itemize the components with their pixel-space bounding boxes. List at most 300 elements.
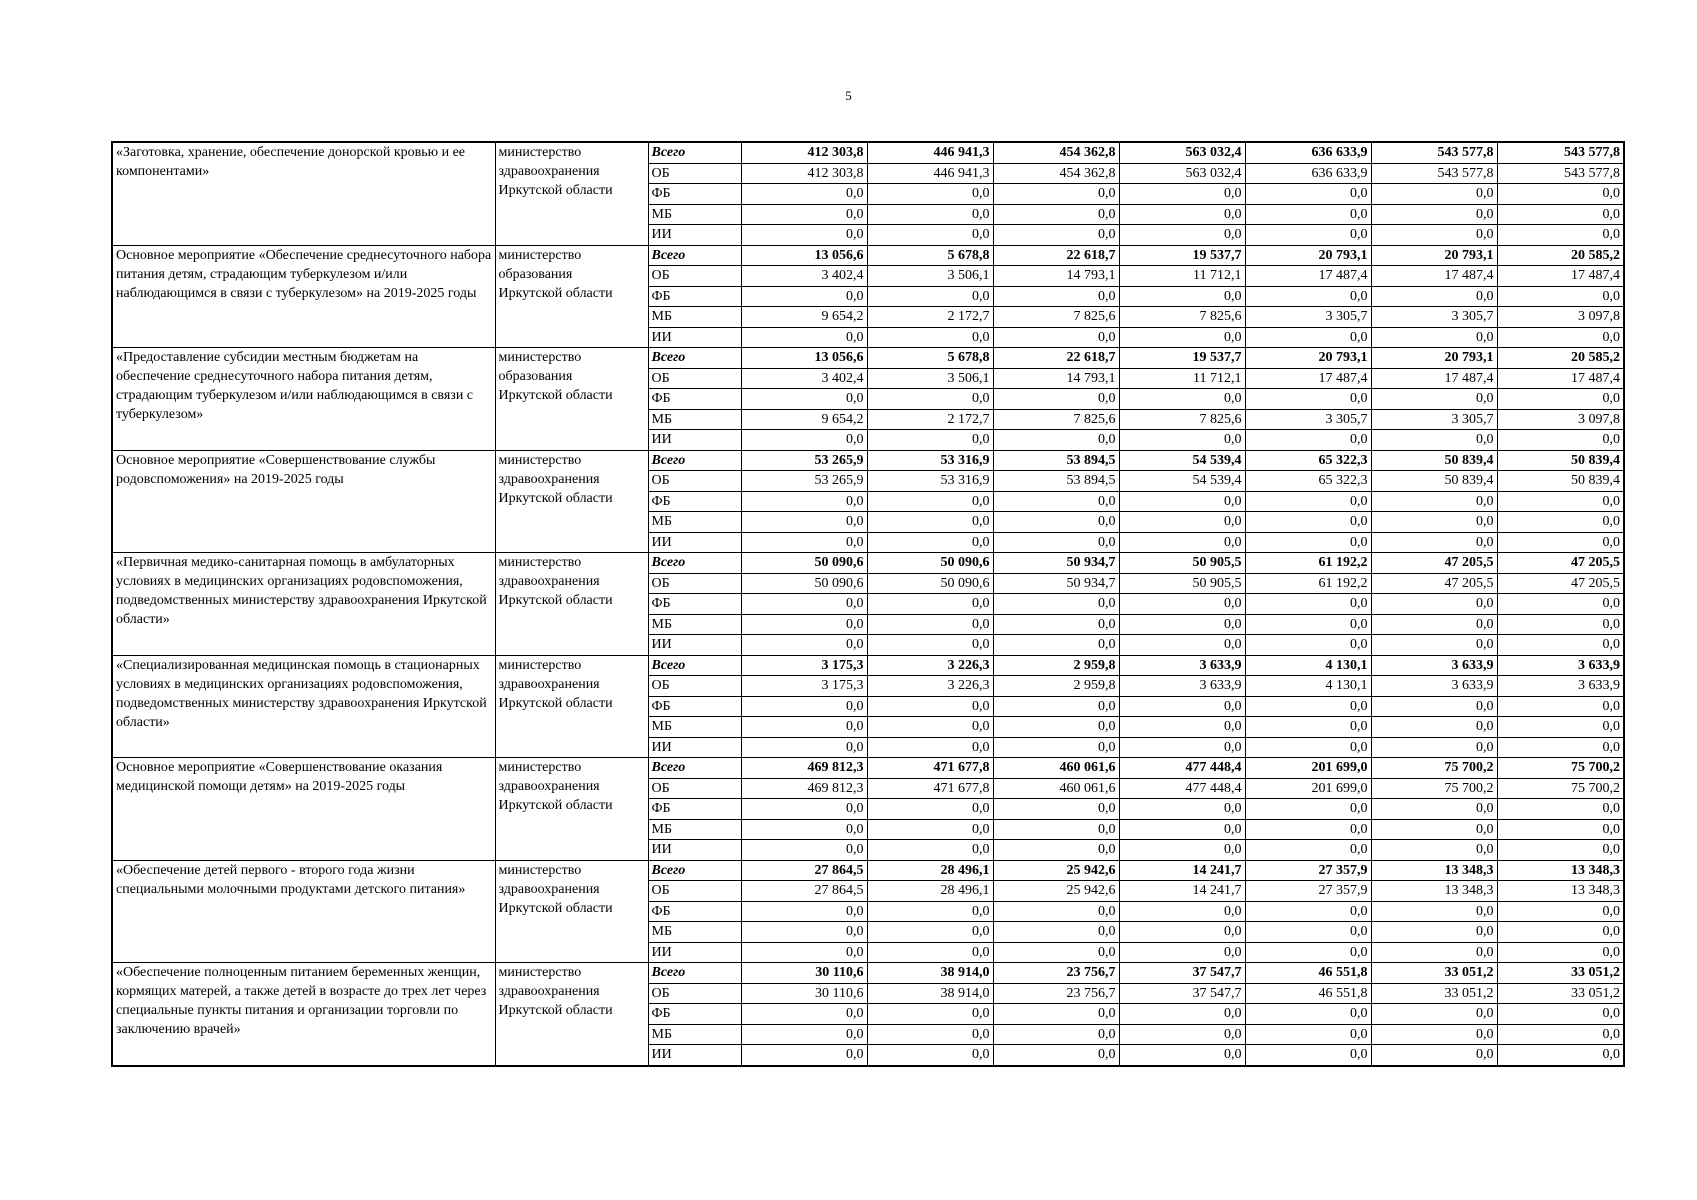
amount-cell: 0,0	[741, 225, 867, 246]
amount-cell: 33 051,2	[1497, 983, 1624, 1004]
amount-cell: 543 577,8	[1371, 142, 1497, 163]
amount-cell: 13 348,3	[1371, 860, 1497, 881]
amount-cell: 0,0	[1245, 225, 1371, 246]
amount-cell: 0,0	[993, 1024, 1119, 1045]
amount-cell: 543 577,8	[1371, 163, 1497, 184]
amount-cell: 50 839,4	[1371, 450, 1497, 471]
table-row	[112, 655, 1624, 676]
amount-cell: 50 839,4	[1497, 471, 1624, 492]
amount-cell: 50 905,5	[1119, 573, 1245, 594]
executor-line: министерство	[498, 452, 582, 468]
amount-cell: 0,0	[867, 1045, 993, 1066]
event-name: «Предоставление субсидии местным бюджетам на обеспечение среднесуточного набора питания детям, страдающим туберкулезом и/или наблюдающимся в связи с туберкулезом»	[112, 348, 495, 451]
executor-line: министерство	[498, 965, 582, 980]
executor	[495, 348, 648, 451]
amount-cell: 0,0	[1497, 840, 1624, 861]
amount-cell: 3 506,1	[867, 266, 993, 287]
amount-cell: 25 942,6	[993, 860, 1119, 881]
amount-cell: 0,0	[1245, 532, 1371, 553]
amount-cell: 3 175,3	[741, 676, 867, 697]
amount-cell: 0,0	[741, 204, 867, 225]
amount-cell: 0,0	[1371, 942, 1497, 963]
amount-cell: 53 316,9	[867, 471, 993, 492]
amount-cell: 3 097,8	[1497, 409, 1624, 430]
amount-cell: 0,0	[867, 717, 993, 738]
amount-cell: 0,0	[1245, 286, 1371, 307]
amount-cell: 50 090,6	[867, 553, 993, 574]
amount-cell: 3 226,3	[867, 676, 993, 697]
amount-cell: 471 677,8	[867, 758, 993, 779]
amount-cell: 0,0	[993, 327, 1119, 348]
amount-cell: 0,0	[1119, 922, 1245, 943]
amount-cell: 0,0	[993, 430, 1119, 451]
amount-cell: 0,0	[1371, 696, 1497, 717]
funding-source: ИИ	[648, 327, 741, 348]
amount-cell: 53 265,9	[741, 450, 867, 471]
amount-cell: 0,0	[867, 184, 993, 205]
amount-cell: 446 941,3	[867, 142, 993, 163]
amount-cell: 0,0	[1497, 225, 1624, 246]
event-name: «Обеспечение полноценным питанием беременных женщин, кормящих матерей, а также детей в возрасте до трех лет через специальные пункты питания и организации торговли по заключению врачей»	[112, 963, 495, 1066]
amount-cell: 61 192,2	[1245, 553, 1371, 574]
amount-cell: 7 825,6	[993, 409, 1119, 430]
amount-cell: 3 305,7	[1371, 307, 1497, 328]
amount-cell: 25 942,6	[993, 881, 1119, 902]
amount-cell: 27 357,9	[1245, 860, 1371, 881]
amount-cell: 2 172,7	[867, 409, 993, 430]
amount-cell: 7 825,6	[1119, 307, 1245, 328]
amount-cell: 0,0	[1497, 204, 1624, 225]
funding-source: ИИ	[648, 840, 741, 861]
amount-cell: 0,0	[1371, 204, 1497, 225]
amount-cell: 0,0	[1245, 594, 1371, 615]
amount-cell: 460 061,6	[993, 778, 1119, 799]
table-row	[112, 963, 1624, 984]
amount-cell: 17 487,4	[1371, 266, 1497, 287]
amount-cell: 14 793,1	[993, 266, 1119, 287]
amount-cell: 17 487,4	[1497, 368, 1624, 389]
funding-source: Всего	[648, 758, 741, 779]
funding-source: Всего	[648, 245, 741, 266]
amount-cell: 3 175,3	[741, 655, 867, 676]
amount-cell: 0,0	[1497, 184, 1624, 205]
executor-line: министерство	[498, 555, 582, 570]
event-name: «Обеспечение детей первого - второго года жизни специальными молочными продуктами детского питания»	[112, 860, 495, 963]
funding-source: ФБ	[648, 491, 741, 512]
executor	[495, 450, 648, 553]
amount-cell: 3 633,9	[1497, 655, 1624, 676]
amount-cell: 13 056,6	[741, 245, 867, 266]
amount-cell: 0,0	[1245, 491, 1371, 512]
amount-cell: 19 537,7	[1119, 348, 1245, 369]
amount-cell: 0,0	[741, 635, 867, 656]
executor-line: здравоохранения	[498, 164, 600, 179]
amount-cell: 0,0	[867, 1004, 993, 1025]
executor-line: министерство	[498, 145, 582, 160]
amount-cell: 0,0	[1245, 327, 1371, 348]
amount-cell: 543 577,8	[1497, 163, 1624, 184]
amount-cell: 0,0	[867, 389, 993, 410]
funding-source: ОБ	[648, 676, 741, 697]
amount-cell: 0,0	[741, 430, 867, 451]
amount-cell: 0,0	[741, 512, 867, 533]
amount-cell: 2 959,8	[993, 655, 1119, 676]
amount-cell: 0,0	[1119, 901, 1245, 922]
executor-line: Иркутской области	[498, 1003, 613, 1018]
amount-cell: 0,0	[1119, 1004, 1245, 1025]
amount-cell: 0,0	[741, 696, 867, 717]
amount-cell: 0,0	[1245, 204, 1371, 225]
table-row	[112, 860, 1624, 881]
funding-source: ФБ	[648, 184, 741, 205]
funding-source: Всего	[648, 450, 741, 471]
amount-cell: 0,0	[1371, 491, 1497, 512]
executor-line: министерство	[498, 657, 582, 673]
amount-cell: 0,0	[1497, 512, 1624, 533]
event-name: «Первичная медико-санитарная помощь в амбулаторных условиях в медицинских организациях родовспоможения, подведомственных министерству здравоохранения Иркутской области»	[112, 553, 495, 656]
funding-source: ИИ	[648, 225, 741, 246]
funding-source: ИИ	[648, 942, 741, 963]
executor-line: здравоохранения	[498, 676, 600, 692]
amount-cell: 50 905,5	[1119, 553, 1245, 574]
amount-cell: 33 051,2	[1371, 963, 1497, 984]
amount-cell: 13 348,3	[1371, 881, 1497, 902]
amount-cell: 0,0	[1371, 327, 1497, 348]
funding-source: ФБ	[648, 1004, 741, 1025]
amount-cell: 0,0	[867, 430, 993, 451]
amount-cell: 0,0	[741, 184, 867, 205]
amount-cell: 3 305,7	[1371, 409, 1497, 430]
amount-cell: 65 322,3	[1245, 450, 1371, 471]
amount-cell: 543 577,8	[1497, 142, 1624, 163]
funding-source: МБ	[648, 1024, 741, 1045]
amount-cell: 0,0	[1371, 799, 1497, 820]
executor-line: Иркутской области	[498, 388, 613, 403]
executor	[495, 963, 648, 1066]
amount-cell: 0,0	[867, 799, 993, 820]
amount-cell: 38 914,0	[867, 983, 993, 1004]
amount-cell: 0,0	[1497, 389, 1624, 410]
amount-cell: 0,0	[1119, 491, 1245, 512]
budget-table-body	[112, 142, 1624, 1066]
amount-cell: 0,0	[867, 512, 993, 533]
executor	[495, 860, 648, 963]
amount-cell: 50 090,6	[741, 573, 867, 594]
amount-cell: 47 205,5	[1371, 553, 1497, 574]
amount-cell: 50 090,6	[867, 573, 993, 594]
table-row	[112, 245, 1624, 266]
amount-cell: 0,0	[1497, 286, 1624, 307]
amount-cell: 0,0	[867, 635, 993, 656]
amount-cell: 33 051,2	[1497, 963, 1624, 984]
amount-cell: 0,0	[1497, 1004, 1624, 1025]
amount-cell: 0,0	[741, 1024, 867, 1045]
amount-cell: 0,0	[993, 717, 1119, 738]
amount-cell: 563 032,4	[1119, 142, 1245, 163]
amount-cell: 3 633,9	[1371, 676, 1497, 697]
amount-cell: 0,0	[1119, 184, 1245, 205]
amount-cell: 0,0	[993, 901, 1119, 922]
funding-source: Всего	[648, 860, 741, 881]
executor-line: здравоохранения	[498, 471, 600, 487]
amount-cell: 47 205,5	[1371, 573, 1497, 594]
amount-cell: 28 496,1	[867, 860, 993, 881]
amount-cell: 454 362,8	[993, 163, 1119, 184]
budget-table	[111, 141, 1625, 1067]
amount-cell: 11 712,1	[1119, 266, 1245, 287]
amount-cell: 0,0	[1497, 717, 1624, 738]
funding-source: Всего	[648, 142, 741, 163]
executor-line: образования	[498, 369, 573, 384]
amount-cell: 0,0	[1245, 635, 1371, 656]
amount-cell: 22 618,7	[993, 245, 1119, 266]
amount-cell: 0,0	[741, 799, 867, 820]
amount-cell: 0,0	[1119, 327, 1245, 348]
amount-cell: 20 793,1	[1371, 348, 1497, 369]
amount-cell: 17 487,4	[1371, 368, 1497, 389]
amount-cell: 636 633,9	[1245, 163, 1371, 184]
amount-cell: 61 192,2	[1245, 573, 1371, 594]
amount-cell: 0,0	[1119, 737, 1245, 758]
amount-cell: 50 090,6	[741, 553, 867, 574]
amount-cell: 0,0	[993, 594, 1119, 615]
amount-cell: 0,0	[1119, 532, 1245, 553]
amount-cell: 0,0	[1119, 614, 1245, 635]
amount-cell: 14 793,1	[993, 368, 1119, 389]
amount-cell: 0,0	[1245, 430, 1371, 451]
amount-cell: 0,0	[993, 922, 1119, 943]
amount-cell: 22 618,7	[993, 348, 1119, 369]
amount-cell: 3 226,3	[867, 655, 993, 676]
funding-source: МБ	[648, 307, 741, 328]
amount-cell: 0,0	[1371, 901, 1497, 922]
amount-cell: 0,0	[741, 491, 867, 512]
amount-cell: 0,0	[1371, 389, 1497, 410]
amount-cell: 0,0	[993, 942, 1119, 963]
amount-cell: 0,0	[1119, 799, 1245, 820]
amount-cell: 454 362,8	[993, 142, 1119, 163]
funding-source: ИИ	[648, 737, 741, 758]
amount-cell: 3 633,9	[1119, 655, 1245, 676]
executor-line: Иркутской области	[498, 900, 613, 916]
amount-cell: 0,0	[1371, 717, 1497, 738]
amount-cell: 53 894,5	[993, 450, 1119, 471]
amount-cell: 0,0	[1497, 922, 1624, 943]
amount-cell: 13 348,3	[1497, 881, 1624, 902]
funding-source: МБ	[648, 819, 741, 840]
amount-cell: 0,0	[867, 737, 993, 758]
executor-line: здравоохранения	[498, 984, 600, 999]
amount-cell: 0,0	[1371, 286, 1497, 307]
amount-cell: 0,0	[993, 819, 1119, 840]
amount-cell: 0,0	[1119, 594, 1245, 615]
amount-cell: 50 934,7	[993, 553, 1119, 574]
amount-cell: 75 700,2	[1497, 778, 1624, 799]
amount-cell: 53 894,5	[993, 471, 1119, 492]
amount-cell: 0,0	[1371, 635, 1497, 656]
amount-cell: 3 097,8	[1497, 307, 1624, 328]
amount-cell: 9 654,2	[741, 409, 867, 430]
table-row	[112, 450, 1624, 471]
amount-cell: 0,0	[1497, 327, 1624, 348]
executor-line: Иркутской области	[498, 490, 613, 506]
funding-source: МБ	[648, 614, 741, 635]
executor-line: министерство	[498, 247, 582, 263]
amount-cell: 0,0	[1245, 1004, 1371, 1025]
funding-source: ИИ	[648, 532, 741, 553]
amount-cell: 0,0	[1119, 819, 1245, 840]
amount-cell: 0,0	[867, 819, 993, 840]
amount-cell: 0,0	[1245, 922, 1371, 943]
amount-cell: 0,0	[741, 819, 867, 840]
amount-cell: 0,0	[993, 512, 1119, 533]
amount-cell: 0,0	[1119, 840, 1245, 861]
funding-source: ОБ	[648, 266, 741, 287]
amount-cell: 0,0	[867, 327, 993, 348]
event-name: Основное мероприятие «Совершенствование оказания медицинской помощи детям» на 2019-2025 годы	[112, 758, 495, 861]
executor	[495, 553, 648, 656]
page-number: 5	[845, 88, 852, 103]
amount-cell: 19 537,7	[1119, 245, 1245, 266]
funding-source: ОБ	[648, 983, 741, 1004]
amount-cell: 0,0	[741, 286, 867, 307]
amount-cell: 0,0	[993, 1045, 1119, 1066]
amount-cell: 0,0	[1245, 696, 1371, 717]
amount-cell: 0,0	[741, 532, 867, 553]
amount-cell: 0,0	[1119, 696, 1245, 717]
amount-cell: 0,0	[1119, 430, 1245, 451]
amount-cell: 0,0	[741, 942, 867, 963]
amount-cell: 0,0	[1497, 799, 1624, 820]
event-name: «Специализированная медицинская помощь в стационарных условиях в медицинских организациях родовспоможения, подведомственных министерству здравоохранения Иркутской области»	[112, 655, 495, 758]
amount-cell: 0,0	[1371, 225, 1497, 246]
amount-cell: 0,0	[741, 614, 867, 635]
amount-cell: 0,0	[1245, 614, 1371, 635]
amount-cell: 0,0	[993, 1004, 1119, 1025]
amount-cell: 469 812,3	[741, 758, 867, 779]
amount-cell: 0,0	[1497, 491, 1624, 512]
amount-cell: 0,0	[1245, 737, 1371, 758]
amount-cell: 3 402,4	[741, 368, 867, 389]
funding-source: МБ	[648, 512, 741, 533]
funding-source: ИИ	[648, 1045, 741, 1066]
funding-source: ОБ	[648, 368, 741, 389]
funding-source: ОБ	[648, 573, 741, 594]
amount-cell: 0,0	[741, 901, 867, 922]
amount-cell: 0,0	[1497, 532, 1624, 553]
amount-cell: 0,0	[993, 799, 1119, 820]
amount-cell: 0,0	[1119, 389, 1245, 410]
amount-cell: 471 677,8	[867, 778, 993, 799]
executor	[495, 758, 648, 861]
executor-line: Иркутской области	[498, 798, 613, 813]
amount-cell: 0,0	[1497, 696, 1624, 717]
amount-cell: 0,0	[1497, 1045, 1624, 1066]
funding-source: Всего	[648, 348, 741, 369]
executor-line: министерство	[498, 760, 582, 775]
amount-cell: 0,0	[1497, 614, 1624, 635]
amount-cell: 0,0	[993, 184, 1119, 205]
amount-cell: 0,0	[1119, 512, 1245, 533]
amount-cell: 0,0	[993, 286, 1119, 307]
amount-cell: 0,0	[867, 942, 993, 963]
executor-line: министерство	[498, 350, 582, 365]
amount-cell: 0,0	[993, 840, 1119, 861]
amount-cell: 46 551,8	[1245, 963, 1371, 984]
amount-cell: 0,0	[1371, 737, 1497, 758]
executor-line: Иркутской области	[498, 285, 613, 301]
table-row	[112, 348, 1624, 369]
amount-cell: 38 914,0	[867, 963, 993, 984]
amount-cell: 0,0	[1371, 532, 1497, 553]
funding-source: ФБ	[648, 389, 741, 410]
amount-cell: 3 506,1	[867, 368, 993, 389]
amount-cell: 50 934,7	[993, 573, 1119, 594]
event-name: «Заготовка, хранение, обеспечение донорской кровью и ее компонентами»	[112, 142, 495, 245]
amount-cell: 75 700,2	[1371, 758, 1497, 779]
amount-cell: 0,0	[1119, 1045, 1245, 1066]
amount-cell: 14 241,7	[1119, 881, 1245, 902]
amount-cell: 3 633,9	[1371, 655, 1497, 676]
amount-cell: 75 700,2	[1497, 758, 1624, 779]
funding-source: Всего	[648, 963, 741, 984]
amount-cell: 0,0	[741, 1004, 867, 1025]
amount-cell: 0,0	[741, 1045, 867, 1066]
amount-cell: 9 654,2	[741, 307, 867, 328]
amount-cell: 37 547,7	[1119, 983, 1245, 1004]
amount-cell: 28 496,1	[867, 881, 993, 902]
amount-cell: 11 712,1	[1119, 368, 1245, 389]
amount-cell: 0,0	[867, 225, 993, 246]
amount-cell: 54 539,4	[1119, 450, 1245, 471]
amount-cell: 0,0	[1497, 430, 1624, 451]
amount-cell: 412 303,8	[741, 163, 867, 184]
amount-cell: 20 585,2	[1497, 348, 1624, 369]
amount-cell: 0,0	[867, 1024, 993, 1045]
amount-cell: 0,0	[993, 225, 1119, 246]
funding-source: Всего	[648, 655, 741, 676]
amount-cell: 0,0	[1497, 819, 1624, 840]
amount-cell: 47 205,5	[1497, 573, 1624, 594]
funding-source: ФБ	[648, 286, 741, 307]
amount-cell: 412 303,8	[741, 142, 867, 163]
amount-cell: 0,0	[741, 717, 867, 738]
amount-cell: 5 678,8	[867, 348, 993, 369]
event-name: Основное мероприятие «Совершенствование службы родовспоможения» на 2019-2025 годы	[112, 450, 495, 553]
amount-cell: 3 402,4	[741, 266, 867, 287]
amount-cell: 23 756,7	[993, 983, 1119, 1004]
executor-line: образования	[498, 266, 573, 282]
amount-cell: 201 699,0	[1245, 778, 1371, 799]
amount-cell: 0,0	[1119, 1024, 1245, 1045]
amount-cell: 201 699,0	[1245, 758, 1371, 779]
funding-source: ОБ	[648, 881, 741, 902]
amount-cell: 2 172,7	[867, 307, 993, 328]
executor	[495, 655, 648, 758]
amount-cell: 20 585,2	[1497, 245, 1624, 266]
amount-cell: 0,0	[867, 204, 993, 225]
amount-cell: 0,0	[1497, 635, 1624, 656]
executor-line: министерство	[498, 862, 582, 878]
funding-source: ФБ	[648, 799, 741, 820]
amount-cell: 0,0	[993, 635, 1119, 656]
amount-cell: 30 110,6	[741, 963, 867, 984]
amount-cell: 0,0	[993, 532, 1119, 553]
amount-cell: 446 941,3	[867, 163, 993, 184]
executor	[495, 142, 648, 245]
amount-cell: 0,0	[1245, 512, 1371, 533]
funding-source: ФБ	[648, 696, 741, 717]
